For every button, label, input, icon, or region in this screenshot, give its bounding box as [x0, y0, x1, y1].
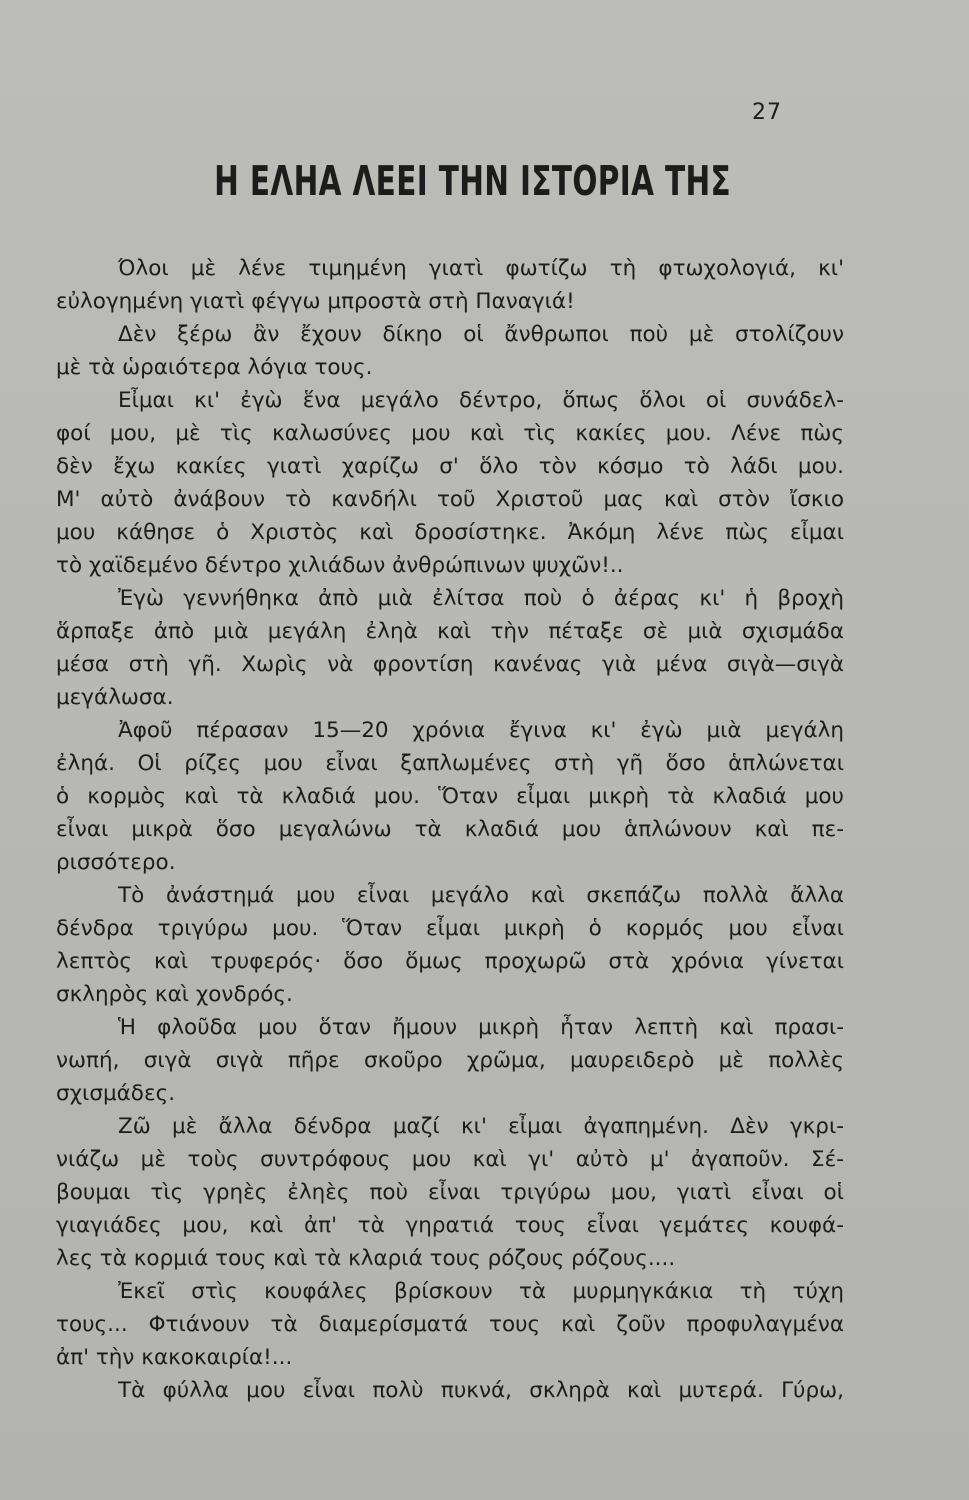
text-line: φοί μου, μὲ τὶς καλωσύνες μου καὶ τὶς κακίες μου. Λένε πὼς — [56, 421, 844, 446]
text-line: Τὸ ἀνάστημά μου εἶναι μεγάλο καὶ σκεπάζω πολλὰ ἄλλα — [118, 883, 844, 908]
text-line: δὲν ἔχω κακίες γιατὶ χαρίζω σ' ὅλο τὸν κόσμο τὸ λάδι μου. — [56, 454, 844, 479]
text-line: μου κάθησε ὁ Χριστὸς καὶ δροσίστηκε. Ἀκόμη λένε πὼς εἶμαι — [56, 520, 844, 545]
text-line: Εἶμαι κι' ἐγὼ ἕνα μεγάλο δέντρο, ὅπως ὅλοι οἱ συνάδελ- — [118, 388, 844, 413]
text-line: Ἀφοῦ πέρασαν 15—20 χρόνια ἔγινα κι' ἐγὼ μιὰ μεγάλη — [118, 718, 844, 743]
text-line: ἐληά. Οἱ ρίζες μου εἶναι ξαπλωμένες στὴ γῆ ὅσο ἁπλώνεται — [56, 751, 844, 776]
text-line: Ἐγὼ γεννήθηκα ἀπὸ μιὰ ἐλίτσα ποὺ ὁ ἀέρας κι' ἡ βροχὴ — [118, 586, 844, 611]
text-line: μέσα στὴ γῆ. Χωρὶς νὰ φροντίση κανένας γιὰ μένα σιγὰ—σιγὰ — [56, 652, 844, 677]
chapter-title: Η ΕΛΗΑ ΛΕΕΙ ΤΗΝ ΙΣΤΟΡΙΑ ΤΗΣ — [214, 157, 732, 205]
text-line: ἀπ' τὴν κακοκαιρία!... — [56, 1345, 293, 1370]
text-line: λεπτὸς καὶ τρυφερός· ὅσο ὅμως προχωρῶ στὰ χρόνια γίνεται — [56, 949, 844, 974]
text-line: γιαγιάδες μου, καὶ ἀπ' τὰ γηρατιά τους εἶναι γεμάτες κουφά- — [56, 1213, 844, 1238]
text-line: Δὲν ξέρω ἂν ἔχουν δίκηο οἱ ἄνθρωποι ποὺ μὲ στολίζουν — [118, 322, 844, 347]
text-line: μὲ τὰ ὡραιότερα λόγια τους. — [56, 355, 373, 380]
text-line: Ἐκεῖ στὶς κουφάλες βρίσκουν τὰ μυρμηγκάκια τὴ τύχη — [118, 1279, 844, 1304]
text-line: Τὰ φύλλα μου εἶναι πολὺ πυκνά, σκληρὰ καὶ μυτερά. Γύρω, — [118, 1378, 844, 1403]
text-line: νωπή, σιγὰ σιγὰ πῆρε σκοῦρο χρῶμα, μαυρειδερὸ μὲ πολλὲς — [56, 1048, 844, 1073]
text-line: εὐλογημένη γιατὶ φέγγω μπροστὰ στὴ Παναγιά! — [56, 289, 575, 314]
text-line: ἅρπαξε ἀπὸ μιὰ μεγάλη ἐληὰ καὶ τὴν πέταξε σὲ μιὰ σχισμάδα — [56, 619, 844, 644]
text-line: νιάζω μὲ τοὺς συντρόφους μου καὶ γι' αὐτὸ μ' ἀγαποῦν. Σέ- — [56, 1147, 844, 1172]
text-line: μεγάλωσα. — [56, 685, 174, 710]
text-line: βουμαι τὶς γρηὲς ἐληὲς ποὺ εἶναι τριγύρω μου, γιατὶ εἶναι οἱ — [56, 1180, 844, 1205]
text-line: ὁ κορμὸς καὶ τὰ κλαδιά μου. Ὅταν εἶμαι μικρὴ τὰ κλαδιά μου — [56, 784, 844, 809]
text-line: λες τὰ κορμιά τους καὶ τὰ κλαριά τους ρόζους ρόζους.... — [56, 1246, 676, 1271]
text-line: Ζῶ μὲ ἄλλα δένδρα μαζί κι' εἶμαι ἀγαπημένη. Δὲν γκρι- — [118, 1114, 844, 1139]
text-line: Μ' αὐτὸ ἀνάβουν τὸ κανδήλι τοῦ Χριστοῦ μας καὶ στὸν ἴσκιο — [56, 487, 844, 512]
text-line: δένδρα τριγύρω μου. Ὅταν εἶμαι μικρὴ ὁ κορμός μου εἶναι — [56, 916, 844, 941]
text-line: σκληρὸς καὶ χονδρός. — [56, 982, 293, 1007]
page-number: 27 — [752, 100, 782, 125]
text-line: Όλοι μὲ λένε τιμημένη γιατὶ φωτίζω τὴ φτωχολογιά, κι' — [118, 256, 844, 281]
text-line: ρισσότερο. — [56, 850, 176, 875]
text-line: εἶναι μικρὰ ὅσο μεγαλώνω τὰ κλαδιά μου ἁπλώνουν καὶ πε- — [56, 817, 844, 842]
text-line: τους... Φτιάνουν τὰ διαμερίσματά τους καὶ ζοῦν προφυλαγμένα — [56, 1312, 844, 1337]
text-line: σχισμάδες. — [56, 1081, 176, 1106]
text-line: Ἡ φλοῦδα μου ὅταν ἤμουν μικρὴ ἦταν λεπτὴ καὶ πρασι- — [118, 1015, 844, 1040]
text-line: τὸ χαϊδεμένο δέντρο χιλιάδων ἀνθρώπινων ψυχῶν!.. — [56, 553, 624, 578]
